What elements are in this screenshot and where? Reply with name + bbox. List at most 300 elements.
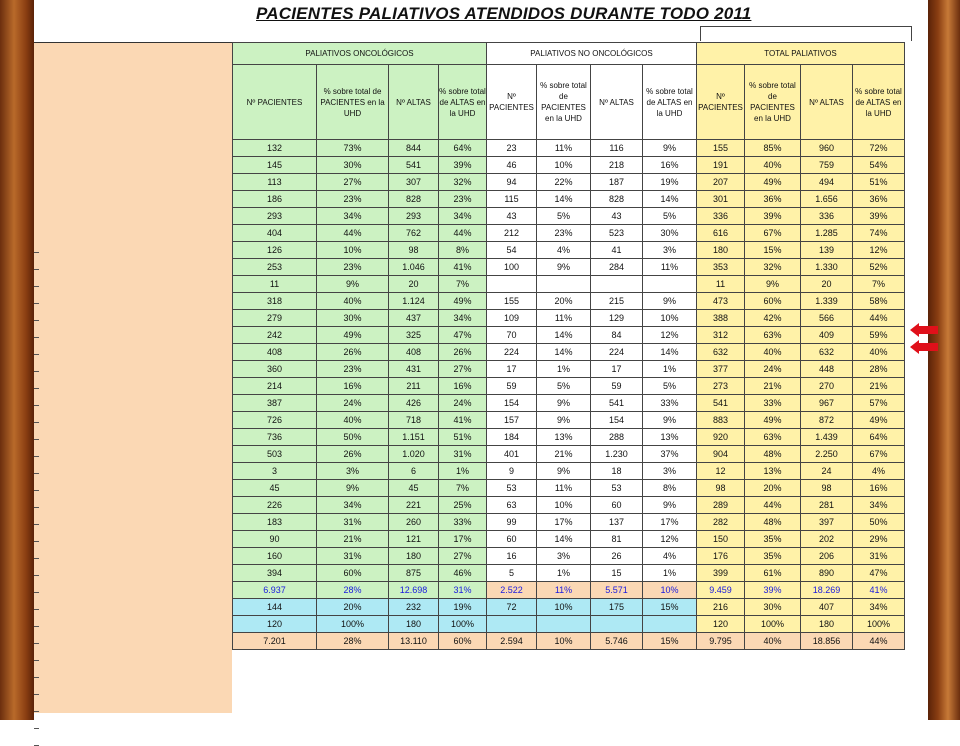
table-cell: 51% [853,174,905,191]
table-cell: 232 [389,599,439,616]
table-cell: 1.656 [801,191,853,208]
table-cell: 15% [643,633,697,650]
table-cell: 11 [233,276,317,293]
row-tick [34,660,39,661]
table-cell: 9.795 [697,633,745,650]
table-cell: 67% [853,446,905,463]
table-cell: 63% [745,327,801,344]
table-cell: 120 [697,616,745,633]
row-tick [34,354,39,355]
row-tick [34,405,39,406]
row-tick [34,541,39,542]
table-cell: 35% [745,548,801,565]
table-cell: 1.339 [801,293,853,310]
table-cell: 31% [317,548,389,565]
table-cell: 397 [801,514,853,531]
table-cell: 288 [591,429,643,446]
row-tick [34,320,39,321]
table-cell: 9% [537,412,591,429]
table-cell: 214 [233,378,317,395]
table-cell: 175 [591,599,643,616]
table-cell: 8% [439,242,487,259]
table-cell: 9.459 [697,582,745,599]
table-cell: 44% [439,225,487,242]
table-cell: 9% [537,463,591,480]
table-cell: 52% [853,259,905,276]
table-cell: 1.230 [591,446,643,463]
table-cell: 11 [697,276,745,293]
table-row [233,429,905,446]
col-header-total-3: % sobre total de ALTAS en la UHD [853,65,905,140]
table-cell: 523 [591,225,643,242]
table-cell: 180 [389,616,439,633]
table-cell: 72% [853,140,905,157]
table-cell: 34% [439,310,487,327]
table-cell: 74% [853,225,905,242]
table-cell: 4% [537,242,591,259]
table-cell: 85% [745,140,801,157]
table-cell: 387 [233,395,317,412]
table-cell: 216 [697,599,745,616]
table-cell: 14% [537,327,591,344]
table-cell: 33% [745,395,801,412]
table-cell: 10% [537,497,591,514]
table-cell: 139 [801,242,853,259]
table-row [233,514,905,531]
table-cell: 360 [233,361,317,378]
table-cell: 26% [439,344,487,361]
table-cell: 40% [853,344,905,361]
table-row [233,344,905,361]
table-cell: 17 [487,361,537,378]
table-cell: 388 [697,310,745,327]
table-cell: 44% [853,633,905,650]
arrow-left-icon [910,323,938,337]
table-cell: 336 [697,208,745,225]
table-cell: 34% [439,208,487,225]
table-cell: 377 [697,361,745,378]
table-row [233,548,905,565]
table-cell: 113 [233,174,317,191]
table-cell: 3 [233,463,317,480]
table-cell: 12% [643,327,697,344]
table-cell: 132 [233,140,317,157]
slide [34,0,928,720]
table-cell: 27% [439,548,487,565]
table-cell: 50% [317,429,389,446]
table-cell: 5% [537,378,591,395]
table-cell: 18.856 [801,633,853,650]
table-cell: 15% [643,599,697,616]
table-row [233,480,905,497]
table-cell: 3% [643,242,697,259]
table-cell: 30% [317,310,389,327]
table-cell: 4% [853,463,905,480]
table-cell: 224 [591,344,643,361]
table-cell: 21% [537,446,591,463]
table-cell: 279 [233,310,317,327]
table-cell: 98 [697,480,745,497]
table-row [233,412,905,429]
table-row [233,191,905,208]
row-tick [34,337,39,338]
table-cell: 270 [801,378,853,395]
table-cell: 920 [697,429,745,446]
table-cell: 18 [591,463,643,480]
table-cell: 301 [697,191,745,208]
row-tick [34,456,39,457]
row-tick [34,677,39,678]
table-cell: 293 [389,208,439,225]
table-cell: 41% [853,582,905,599]
table-cell: 180 [801,616,853,633]
table-cell: 6 [389,463,439,480]
table-cell: 224 [487,344,537,361]
table-cell: 759 [801,157,853,174]
table-cell: 1% [643,565,697,582]
table-cell: 10% [317,242,389,259]
table-row [233,463,905,480]
table-cell: 828 [591,191,643,208]
table-cell: 60% [745,293,801,310]
table-cell: 7.201 [233,633,317,650]
table-cell: 40% [317,412,389,429]
table-cell: 84 [591,327,643,344]
table-cell: 566 [801,310,853,327]
table-cell: 28% [853,361,905,378]
table-cell: 632 [697,344,745,361]
table-cell: 53 [487,480,537,497]
table-cell: 60 [591,497,643,514]
table-cell: 24% [439,395,487,412]
table-cell: 54 [487,242,537,259]
table-cell: 31% [439,582,487,599]
table-cell: 61% [745,565,801,582]
row-tick [34,473,39,474]
table-cell: 116 [591,140,643,157]
table-cell: 9% [317,276,389,293]
table-cell: 15% [745,242,801,259]
table-cell: 4% [643,548,697,565]
table-cell: 14% [537,344,591,361]
row-tick [34,626,39,627]
table-row [233,293,905,310]
table-cell: 5% [643,208,697,225]
table-cell: 155 [697,140,745,157]
row-tick [34,558,39,559]
table-cell: 45 [233,480,317,497]
table-cell: 144 [233,599,317,616]
table-cell: 11% [537,480,591,497]
table-cell: 12% [643,531,697,548]
table-cell: 11% [537,310,591,327]
table-cell: 60 [487,531,537,548]
table-cell: 312 [697,327,745,344]
col-header-no-onco-2: Nº ALTAS [591,65,643,140]
table-cell: 960 [801,140,853,157]
table-cell: 1.151 [389,429,439,446]
table-cell: 17% [439,531,487,548]
table-cell [537,276,591,293]
table-cell: 215 [591,293,643,310]
table-cell: 160 [233,548,317,565]
table-cell: 157 [487,412,537,429]
table-cell: 44% [745,497,801,514]
table-cell: 67% [745,225,801,242]
table-cell: 184 [487,429,537,446]
table-cell: 60% [439,633,487,650]
table-cell: 49% [439,293,487,310]
table-cell: 1% [439,463,487,480]
row-tick [34,643,39,644]
table-cell: 1.124 [389,293,439,310]
table-cell: 281 [801,497,853,514]
table-cell: 9% [643,140,697,157]
table-row [233,310,905,327]
table-cell: 47% [439,327,487,344]
table-cell: 64% [853,429,905,446]
table-cell: 115 [487,191,537,208]
table-cell: 408 [389,344,439,361]
table-cell: 226 [233,497,317,514]
table-cell: 1.046 [389,259,439,276]
table-cell [537,616,591,633]
table-cell: 28% [317,633,389,650]
table-cell: 19% [439,599,487,616]
row-tick [34,575,39,576]
group-no-onco: PALIATIVOS NO ONCOLÓGICOS [487,43,697,65]
table-cell: 63 [487,497,537,514]
table-cell: 18.269 [801,582,853,599]
table-cell: 137 [591,514,643,531]
table-row [233,446,905,463]
table-cell: 26 [591,548,643,565]
row-tick [34,711,39,712]
table-cell: 26% [317,446,389,463]
table-cell: 60% [317,565,389,582]
table-cell: 2.522 [487,582,537,599]
table-cell: 10% [537,157,591,174]
table-cell: 883 [697,412,745,429]
col-header-no-onco-1: % sobre total de PACIENTES en la UHD [537,65,591,140]
table-cell: 21% [745,378,801,395]
table-cell: 154 [487,395,537,412]
row-tick [34,439,39,440]
table-cell: 100% [853,616,905,633]
table-cell: 57% [853,395,905,412]
table-cell: 284 [591,259,643,276]
table-cell: 53 [591,480,643,497]
table-cell: 23% [537,225,591,242]
table-cell: 890 [801,565,853,582]
table-cell: 120 [233,616,317,633]
table-cell: 616 [697,225,745,242]
col-header-no-onco-0: Nº PACIENTES [487,65,537,140]
row-tick [34,286,39,287]
table-cell: 186 [233,191,317,208]
row-tick [34,303,39,304]
table-cell: 967 [801,395,853,412]
grand-total-row [233,633,905,650]
table-cell: 404 [233,225,317,242]
table-cell: 41% [439,259,487,276]
table-cell: 21% [317,531,389,548]
table-cell: 5.746 [591,633,643,650]
table-cell: 180 [389,548,439,565]
table-cell: 541 [389,157,439,174]
table-cell [487,276,537,293]
table-cell: 51% [439,429,487,446]
table-cell: 19% [643,174,697,191]
table-cell: 904 [697,446,745,463]
table-cell: 12 [697,463,745,480]
table-cell: 24% [317,395,389,412]
table-cell: 94 [487,174,537,191]
table-cell: 47% [853,565,905,582]
table-cell [643,276,697,293]
table-cell: 100 [487,259,537,276]
table-cell: 16% [439,378,487,395]
table-cell: 43 [487,208,537,225]
table-cell: 109 [487,310,537,327]
table-cell: 7% [853,276,905,293]
table-cell: 39% [439,157,487,174]
table-cell: 34% [317,208,389,225]
row-tick [34,252,39,253]
table-cell: 58% [853,293,905,310]
table-cell: 16% [317,378,389,395]
table-cell: 100% [439,616,487,633]
table-cell: 13% [643,429,697,446]
table-cell: 12.698 [389,582,439,599]
table-cell: 33% [643,395,697,412]
table-cell: 8% [643,480,697,497]
table-cell: 7% [439,480,487,497]
table-row [233,276,905,293]
table-cell: 31% [853,548,905,565]
table-cell: 13% [745,463,801,480]
table-cell: 150 [697,531,745,548]
col-header-onco-3: % sobre total de ALTAS en la UHD [439,65,487,140]
table-cell: 10% [537,599,591,616]
table-cell: 40% [317,293,389,310]
table-cell: 59% [853,327,905,344]
table-cell: 98 [801,480,853,497]
table-row [233,259,905,276]
table-cell: 39% [745,582,801,599]
table-cell: 9% [643,293,697,310]
table-cell: 6.937 [233,582,317,599]
table-cell: 13.110 [389,633,439,650]
row-tick [34,422,39,423]
table-cell: 9% [537,395,591,412]
col-header-onco-2: Nº ALTAS [389,65,439,140]
table-cell: 20 [801,276,853,293]
table-cell: 718 [389,412,439,429]
table-cell: 9% [643,412,697,429]
table-cell: 494 [801,174,853,191]
table-cell: 293 [233,208,317,225]
table-row [233,565,905,582]
table-cell: 875 [389,565,439,582]
row-tick [34,694,39,695]
table-cell: 155 [487,293,537,310]
table-cell: 17 [591,361,643,378]
table-cell: 211 [389,378,439,395]
table-cell: 336 [801,208,853,225]
table-row [233,225,905,242]
table-cell: 41 [591,242,643,259]
table-cell: 14% [537,531,591,548]
table-cell: 736 [233,429,317,446]
table-cell: 23% [317,191,389,208]
table-cell: 1% [537,565,591,582]
table-cell: 15 [591,565,643,582]
table-cell: 541 [591,395,643,412]
table-cell: 2.250 [801,446,853,463]
col-header-no-onco-3: % sobre total de ALTAS en la UHD [643,65,697,140]
table-cell: 23% [317,259,389,276]
table-row [233,378,905,395]
table-cell: 394 [233,565,317,582]
table-cell: 145 [233,157,317,174]
table-cell: 289 [697,497,745,514]
table-cell: 32% [745,259,801,276]
table-cell: 9% [537,259,591,276]
table-cell: 12% [853,242,905,259]
table-cell: 40% [745,633,801,650]
table-cell: 176 [697,548,745,565]
table-cell: 126 [233,242,317,259]
table-cell: 5.571 [591,582,643,599]
table-cell: 23% [317,361,389,378]
table-cell: 5% [537,208,591,225]
table-cell: 43 [591,208,643,225]
table-cell: 353 [697,259,745,276]
patients-table [232,42,905,650]
table-cell: 206 [801,548,853,565]
table-cell: 541 [697,395,745,412]
table-cell: 25% [439,497,487,514]
table-cell: 3% [537,548,591,565]
table-cell: 63% [745,429,801,446]
table-cell: 191 [697,157,745,174]
table-cell: 1% [643,361,697,378]
table-cell: 32% [439,174,487,191]
table-cell: 154 [591,412,643,429]
table-cell: 503 [233,446,317,463]
table-cell: 39% [853,208,905,225]
table-cell: 73% [317,140,389,157]
table-cell: 40% [745,157,801,174]
table-cell: 29% [853,531,905,548]
table-cell: 13% [537,429,591,446]
table-cell: 35% [745,531,801,548]
table-cell: 64% [439,140,487,157]
table-cell: 399 [697,565,745,582]
row-tick [34,524,39,525]
table-cell: 27% [439,361,487,378]
table-cell: 99 [487,514,537,531]
header-box [700,26,912,41]
table-cell: 202 [801,531,853,548]
table-cell: 49% [853,412,905,429]
table-cell: 828 [389,191,439,208]
table-cell: 20% [537,293,591,310]
table-cell: 10% [643,582,697,599]
table-cell: 3% [317,463,389,480]
table-cell: 23% [439,191,487,208]
